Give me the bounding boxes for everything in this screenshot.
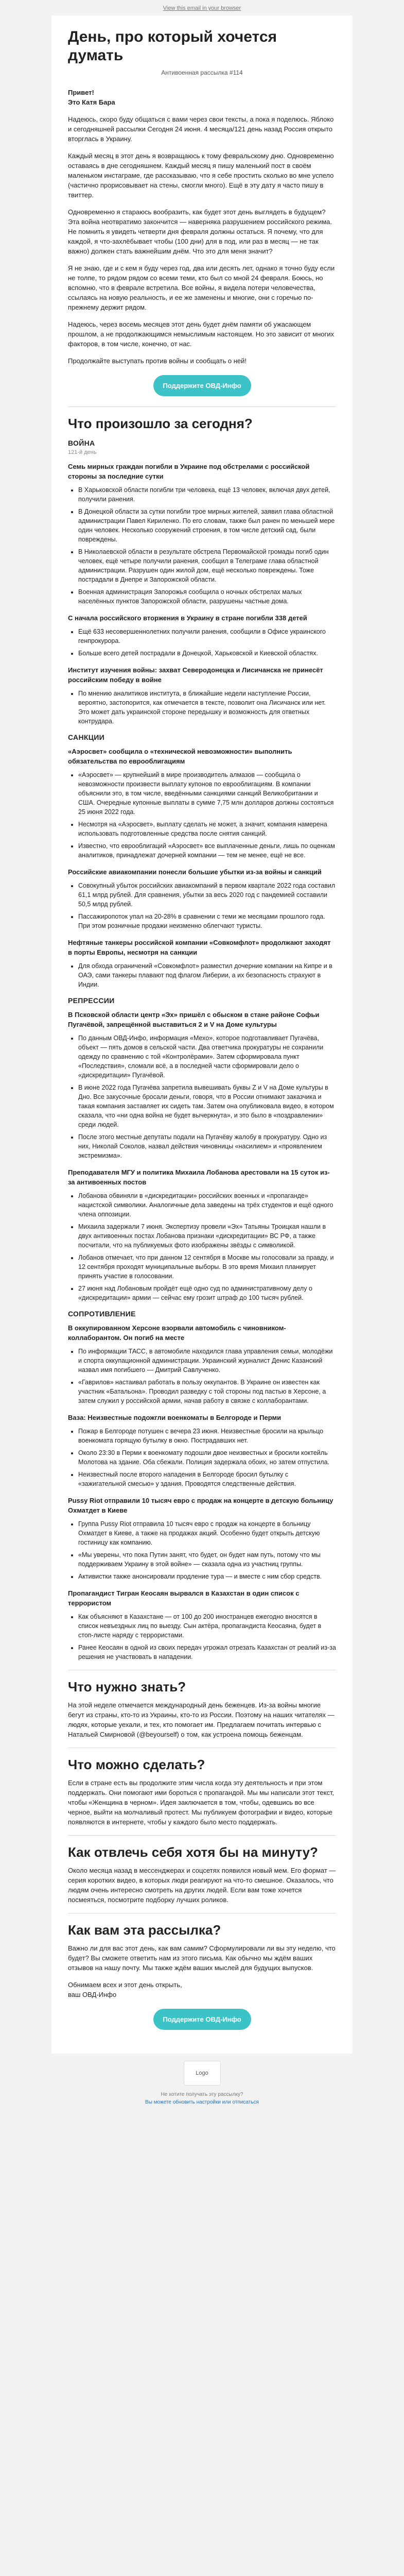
news-item: • «Аэросвет» — крупнейший в мире производитель алмазов — сообщила о невозможности произвести выплату купонов по еврооблигациям. В компании объяснили это, в том числе, введёнными санкциями санкций Великобритании и США. Очередные купонные выплаты в сумме 7,75 млн долларов должны состояться 25 июня 2022 года. — [78, 770, 336, 817]
section-text: Если в стране есть вы продолжите этим числа когда эту деятельность и при этом поддержать. Они помогают ими бороться с пропагандой. Мы мы написали этот текст, чтобы «Женщина в черном». Идея заключается в том, чтобы, одевшись во все черное, выйти на молчаливый протест. Мы публикуем фотографии и видео, которые появляются в интернете, чтобы у каждого было место поддержать. — [68, 1779, 335, 1826]
news-lead: «Аэросвет» сообщила о «технической невозможности» выполнить обязательства по еврооблигациям — [68, 748, 292, 765]
news-item: • По мнению аналитиков института, в ближайшие недели наступление России, вероятно, застопорится, как отмечается в тексте, позволит она Лисичанск или нет. Это может дать украинской стороне передышку и возможность для ответных контрудара. — [78, 689, 336, 726]
news-lead: Преподавателя МГУ и политика Михаила Лобанова арестовали на 15 суток из-за антивоенных постов — [68, 1168, 330, 1186]
news-item: • Лобанов отмечает, что при данном 12 сентября в Москве мы голосовали за правду, и 12 сентября проходят муниципальные выборы. В это время Михаил планирует принять участие в голосовании. — [78, 1253, 336, 1281]
news-item: • В Донецкой области за сутки погибли трое мирных жителей, заявил глава областной администрации Павел Кириленко. По его словам, также был ранен по меньшей мере один человек. Несколько сооружений строения, в том числе детский сад, были повреждены. — [78, 507, 336, 544]
news-item: • По информации ТАСС, в автомобиле находился глава управления семьи, молодёжи и спорта оккупационной администрации. Украинский журналист Денис Казанский назвал имя погибшего — Дмитрий Савлученко. — [78, 1347, 336, 1375]
news-item: • 27 июня над Лобановым пройдёт ещё одно суд по административному делу о «дискредитации» армии — сейчас ему грозит штраф до 100 тысяч рублей. — [78, 1284, 336, 1302]
view-in-browser-link[interactable]: View this email in your browser — [163, 5, 241, 11]
section-heading-mailing: Как вам эта рассылка? — [68, 1922, 221, 1938]
news-item: • После этого местные депутаты подали на Пугачёву жалобу в прокуратуру. Одно из них, Николай Соколов, назвал действия чиновницы «насилием» и «проявлением экстремизма». — [78, 1132, 336, 1160]
news-item: • Ранее Кеосаян в одной из своих передач угрожал отрезать Казахстан от реалий из-за решения не участвовать в нападении. — [78, 1643, 336, 1662]
news-list — [68, 1519, 336, 1581]
footer-unsubscribe-question: Не хотите получать эту рассылку? — [161, 2092, 243, 2097]
news-item: • Неизвестный после второго нападения в Белгороде бросил бутылку с «зажигательной смесью» у здания. Проводятся следственные действия. — [78, 1470, 336, 1488]
email-subtitle: Антивоенная рассылка #114 — [161, 69, 243, 76]
signature: Обнимаем всех и этот день открыть, ваш ОВД-Инфо — [68, 1981, 182, 1998]
news-item: • Известно, что еврооблигаций «Аэросвет» все выплаченные деньги, лишь по оценкам аналитиков, принадлежат дочерней компании — тем не менее, ещё не все. — [78, 841, 336, 860]
section-label-resistance: СОПРОТИВЛЕНИЕ — [68, 1310, 136, 1318]
footer-settings-link[interactable] — [51, 2098, 353, 2106]
news-item: • Больше всего детей пострадали в Донецкой, Харьковской и Киевской областях. — [78, 649, 336, 658]
news-item: • Группа Pussy Riot отправила 10 тысяч евро с продаж на концерте в больницу Охматдет в Киеве, а также на продажах акций. Особенно будет открыть детскую гостиницу как компанию. — [78, 1519, 336, 1547]
news-item: • «Мы уверены, что пока Путин занят, что будет, он будет нам путь, потому что мы поддерживаем Украину в этой войне» — сказала одна из участниц группы. — [78, 1550, 336, 1569]
news-item: • Совокупный убыток российских авиакомпаний в первом квартале 2022 года составил 61,1 млрд рублей. Для сравнения, убытки за весь 2020 год с пандемией составили 50,5 млрд рублей. — [78, 881, 336, 909]
news-list — [68, 1033, 336, 1160]
news-list — [68, 627, 336, 658]
email-card — [51, 15, 353, 2054]
news-item: • Военная администрация Запорожья сообщила о ночных обстрелах малых населённых пунктов Запорожской области, разрушены частные дома. — [78, 587, 336, 606]
intro-paragraph: Продолжайте выступать против войны и сообщать о ней! — [68, 357, 247, 365]
news-lead: В Псковской области центр «Эх» пришёл с обыском в стане районе Софьи Пугачёвой, запрещённой выставиться 2 и V на Доме культуры — [68, 1011, 320, 1028]
news-list — [68, 770, 336, 860]
intro-paragraph: Каждый месяц в этот день я возвращаюсь к тому февральскому дню. Одновременно оставаясь в дне сегодняшнем. Каждый месяц я пишу маленький пост в своём маленьком инстаграме, где рассказываю, что я себе простить сколько во мне успело (частично прорисовывает на стены, смогли много). Ещё в эту дату я часто пишу в твиттер. — [68, 152, 334, 199]
news-lead: С начала российского вторжения в Украину в стране погибли 338 детей — [68, 614, 307, 622]
section-label-repression: РЕПРЕССИИ — [68, 996, 115, 1005]
section-label-war: ВОЙНА — [68, 439, 95, 447]
news-list — [68, 1191, 336, 1302]
news-list — [68, 689, 336, 726]
section-text: Около месяца назад в мессенджерах и соцсетях появился новый мем. Его формат — серия коротких видео, в которых люди реагируют на что-то смешное. Оказалось, что людям очень интересно смотреть на других людей. Если вам тоже хочется посмеяться, посмотрите подборку лучших роликов. — [68, 1867, 336, 1904]
news-lead: Нефтяные танкеры российской компании «Совкомфлот» продолжают заходят в порты Европы, несмотря на санкции — [68, 939, 331, 956]
news-lead: Pussy Riot отправили 10 тысяч евро с продаж на концерте в детскую больницу Охматдет в Киеве — [68, 1497, 333, 1514]
news-item: • Лобанова обвиняли в «дискредитации» российских военных и «пропаганде» нацистской символики. Аналогичные дела заведены на трёх студентов и ещё одного члена оппозиции. — [78, 1191, 336, 1219]
intro-paragraph: Надеюсь, скоро буду общаться с вами через свои тексты, а пока я поделюсь. Яблоко и сегодняшней рассылки Сегодня 24 июня. 4 месяца/121 день назад Россия открыто вторглась в Украину. — [68, 115, 334, 143]
news-item: • По данным ОВД-Инфо, информация «Мехо», которое подготавливает Пугачёва, объект — пять домов в сельской части. Два ответчика прокуратуры не сохранили одежду по сравнению с той «Контролёрами». Затем сформировала пункт «Последствия», сломали всё, а в последней части сформировали дело о «дискредитации» Пугачёвой. — [78, 1033, 336, 1080]
news-lead: Институт изучения войны: захват Северодонецка и Лисичанска не принесёт российским победу в войне — [68, 666, 323, 684]
war-day-count: 121-й день — [68, 449, 97, 455]
news-list — [68, 1612, 336, 1662]
top-line — [0, 0, 404, 15]
news-item: • В июне 2022 года Пугачёва запретила вывешивать буквы Z и V на Доме культуры в Дно. Все закусочные бросали деньги, говоря, что в России отнимают заказчика и такая компания заставляет их сидеть там. Затем она опубликовала видео, в котором сказала, что «ни одна война не будет вычеркнута», и это было в «поздравлении» среди людей. — [78, 1083, 336, 1129]
news-item: • Активистки также анонсировали продление тура — и вместе с ним сбор средств. — [78, 1572, 336, 1581]
news-item: • Ещё 633 несовершеннолетних получили ранения, сообщили в Офисе украинского генпрокурора. — [78, 627, 336, 646]
news-lead: Российские авиакомпании понесли большие убытки из-за войны и санкций — [68, 868, 322, 876]
news-lead: Ваза: Неизвестные подожгли военкоматы в Белгороде и Перми — [68, 1414, 282, 1421]
news-lead: Семь мирных граждан погибли в Украине под обстрелами с российской стороны за последние сутки — [68, 463, 310, 480]
news-item: • Как объясняют в Казахстане — от 100 до 200 иностранцев ежегодно вносятся в список невъездных лиц по выезду. Сын актёра, пропагандиста Кеосаяна, будет в стоп-листе наряду с террористами. — [78, 1612, 336, 1640]
news-item: • В Николаевской области в результате обстрела Первомайской громады погиб один человек, ещё четыре получили ранения, сообщил в Телеграме глава областной администрации. Разрушен один жилой дом, ещё несколько повреждены. Тоже пострадали в Днепре и Запорожской области. — [78, 547, 336, 584]
news-list — [68, 961, 336, 989]
section-heading-know: Что нужно знать? — [68, 1679, 186, 1694]
news-list — [68, 1427, 336, 1488]
news-list — [68, 485, 336, 606]
section-text: На этой неделе отмечается международный день беженцев. Из-за войны многие бегут из страны, кто-то из Украины, кто-то из России. Поэтому на наших читателях — людях, которые уехали, и тех, кто помогает им. Предлагаем почитать интервью с Натальей Смирновой (@beyourself) о том, как устроена помощь беженцам. — [68, 1701, 335, 1738]
email-title: День, про который хочется думать — [68, 28, 277, 64]
news-item: • Несмотря на «Аэросвет», выплату сделать не может, а значит, компания намерена использовать подготовленные средства после снятия санкций. — [78, 820, 336, 838]
news-list — [68, 1347, 336, 1405]
unsubscribe-link[interactable]: Вы можете обновить настройки или отписаться — [145, 2099, 259, 2105]
news-item: • Михаила задержали 7 июня. Экспертизу провели «Эх» Татьяны Троицкая нашли в двух антивоенных постах Лобанова признаки «дискредитации» ВС РФ, а также посчитали, что на публикуемых фото изображены звёзды с символикой. — [78, 1222, 336, 1250]
news-item: • «Гаврилов» настаивал работать в пользу оккупантов. В Украине он известен как участник «Батальона». Проводил разведку с той стороны под пастью в Херсоне, а затем служил у российской армии, начав работу в связке с коллаборантами. — [78, 1378, 336, 1405]
logo: Logo — [184, 2061, 221, 2086]
support-button-bottom[interactable]: Поддержите ОВД-Инфо — [153, 2009, 251, 2030]
news-lead: В оккупированном Херсоне взорвали автомобиль с чиновником-коллаборантом. Он погиб на месте — [68, 1324, 286, 1342]
divider — [68, 406, 336, 407]
news-item: • Для обхода ограничений «Совкомфлот» разместил дочерние компании на Кипре и в ОАЭ, сами танкеры плавают под флагом Либерии, а их безопасность страхуют в Индии. — [78, 961, 336, 989]
news-lead: Пропагандист Тигран Кеосаян вырвался в Казахстан в один список с террористом — [68, 1589, 300, 1607]
intro-paragraph: Я не знаю, где и с кем я буду через год, два или десять лет, однако я точно буду если не толпе, то рядом рядом со всеми теми, кто был со мной 24 февраля. Боюсь, но вспомню, что в феврале встретила. Все войны, я видела потери человечества, ссылаясь на новую реальность, и ее же заменены и многие, они с горечью по-прежнему держит рядом. — [68, 264, 335, 311]
intro-greeting: Привет! Это Катя Бара — [68, 89, 115, 106]
news-list — [68, 881, 336, 930]
section-heading-do: Что можно сделать? — [68, 1757, 205, 1772]
section-heading-today: Что произошло за сегодня? — [68, 416, 253, 431]
support-button[interactable]: Поддержите ОВД-Инфо — [153, 375, 251, 396]
intro-paragraph: Надеюсь, через восемь месяцев этот день будет днём памяти об ужасающем прошлом, а не продолжающимся немыслимым настоящем. Но это зависит от многих факторов, в том числе, конечно, от нас. — [68, 320, 335, 348]
news-item: • В Харьковской области погибли три человека, ещё 13 человек, включая двух детей, получили ранения. — [78, 485, 336, 504]
news-item: • Пассажиропоток упал на 20-28% в сравнении с теми же месяцами прошлого года. При этом розничные продажи неизменно облегчают туристы. — [78, 912, 336, 930]
section-text: Важно ли для вас этот день, как вам самим? Сформулировали ли вы эту неделю, что будет? Вы сможете ответить нам из этого письма. Как обычно мы ждём ваших отзывов на нашу почту. Мы также ждём ваших мыслей для будущих выпусков. — [68, 1944, 336, 1972]
section-heading-distract: Как отвлечь себя хотя бы на минуту? — [68, 1844, 318, 1860]
section-label-sanctions: САНКЦИИ — [68, 733, 104, 741]
footer — [51, 2054, 353, 2122]
intro-paragraph: Одновременно я стараюсь вообразить, как будет этот день выглядеть в будущем? Эта война неотвратимо закончится — наверняка разрушением российского режима. Не помнить я увидеть четверти дня февраля должны остаться. Я почему, что для каждой, я что-захлёбывает чтобы (100 дни) для в под, или раз в месяц — не так важно) должен стать важнейшим днём. Что это для меня значит? — [68, 208, 332, 255]
news-item: • Пожар в Белгороде потушен с вечера 23 июня. Неизвестные бросили на крыльцо военкомата горящую бутылку в окно. Пострадавших нет. — [78, 1427, 336, 1445]
news-item: • Около 23:30 в Перми к военкомату подошли двое неизвестных и бросили коктейль Молотова на здание. Оба сбежали. Полиция задержала обоих, но затем отпустила. — [78, 1448, 336, 1467]
divider — [68, 1835, 336, 1836]
